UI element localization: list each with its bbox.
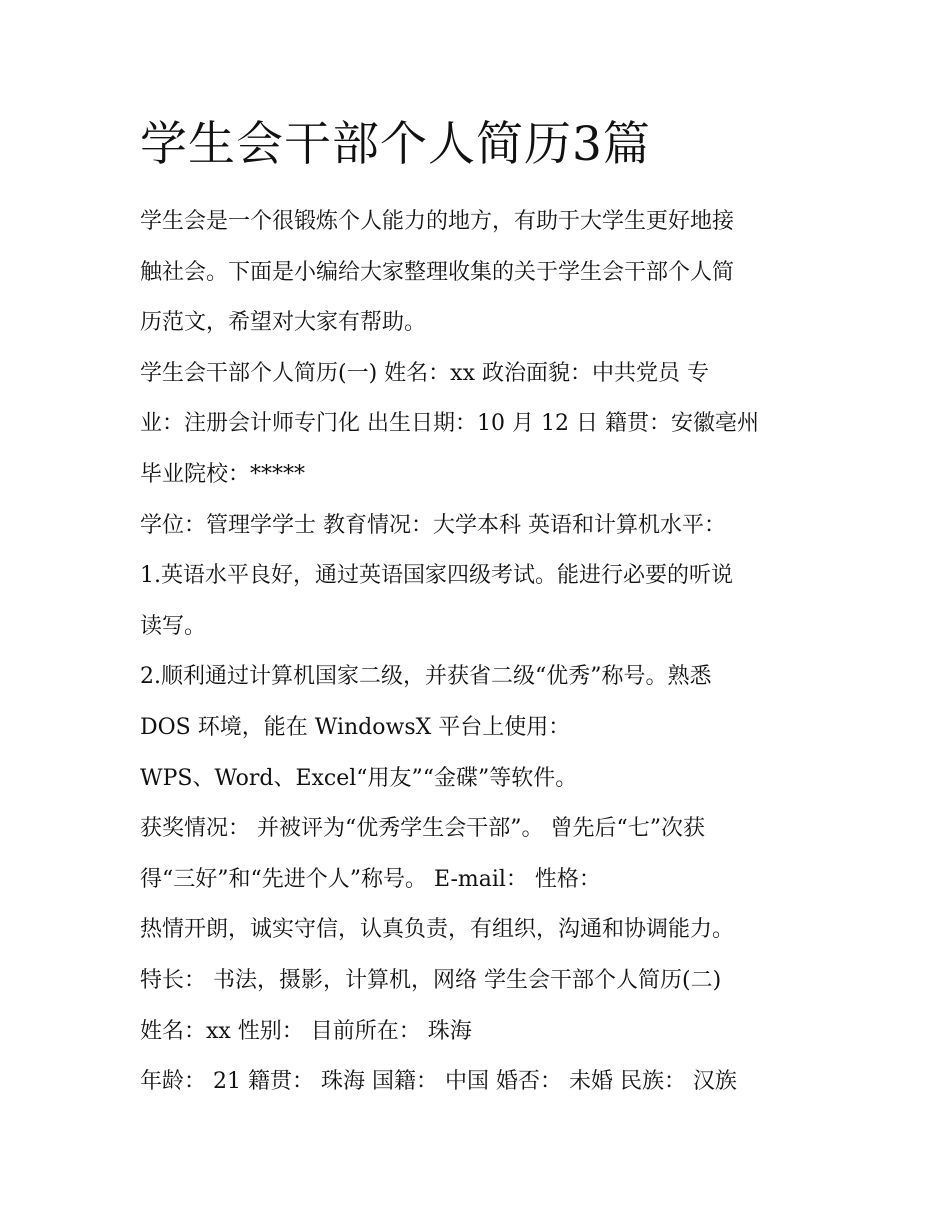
body-line: 业：注册会计师专门化 出生日期：10 月 12 日 籍贯：安徽亳州: [140, 411, 759, 437]
document-body: [140, 197, 830, 1108]
body-line: 学生会是一个很锻炼个人能力的地方，有助于大学生更好地接: [140, 209, 735, 234]
body-line: 毕业院校：*****: [140, 461, 306, 487]
body-line: DOS 环境，能在 WindowsX 平台上使用：: [140, 714, 571, 740]
body-line: WPS、Word、Excel“用友”“金碟”等软件。: [140, 765, 578, 791]
body-line: 热情开朗，诚实守信，认真负责，有组织，沟通和协调能力。: [140, 917, 735, 943]
body-line: 学生会干部个人简历(一) 姓名：xx 政治面貌：中共党员 专: [140, 360, 709, 386]
body-line: 历范文，希望对大家有帮助。: [140, 310, 427, 336]
body-line: 获奖情况： 并被评为“优秀学生会干部”。 曾先后“七”次获: [140, 816, 705, 842]
body-line: 姓名：xx 性别： 目前所在： 珠海: [140, 1018, 472, 1044]
body-line: 学位：管理学学士 教育情况：大学本科 英语和计算机水平：: [140, 512, 726, 538]
document-title: 学生会干部个人简历3篇: [140, 117, 651, 172]
body-line: 特长： 书法，摄影，计算机，网络 学生会干部个人简历(二): [140, 967, 722, 993]
body-line: 2.顺利通过计算机国家二级，并获省二级“优秀”称号。熟悉: [140, 664, 712, 690]
body-line: 年龄： 21 籍贯： 珠海 国籍： 中国 婚否： 未婚 民族： 汉族: [140, 1069, 737, 1095]
body-line: 触社会。下面是小编给大家整理收集的关于学生会干部个人简: [140, 259, 735, 285]
body-line: 读写。: [140, 613, 207, 639]
body-line: 1.英语水平良好，通过英语国家四级考试。能进行必要的听说: [140, 563, 733, 589]
body-line: 得“三好”和“先进个人”称号。 E-mail： 性格：: [140, 866, 601, 892]
